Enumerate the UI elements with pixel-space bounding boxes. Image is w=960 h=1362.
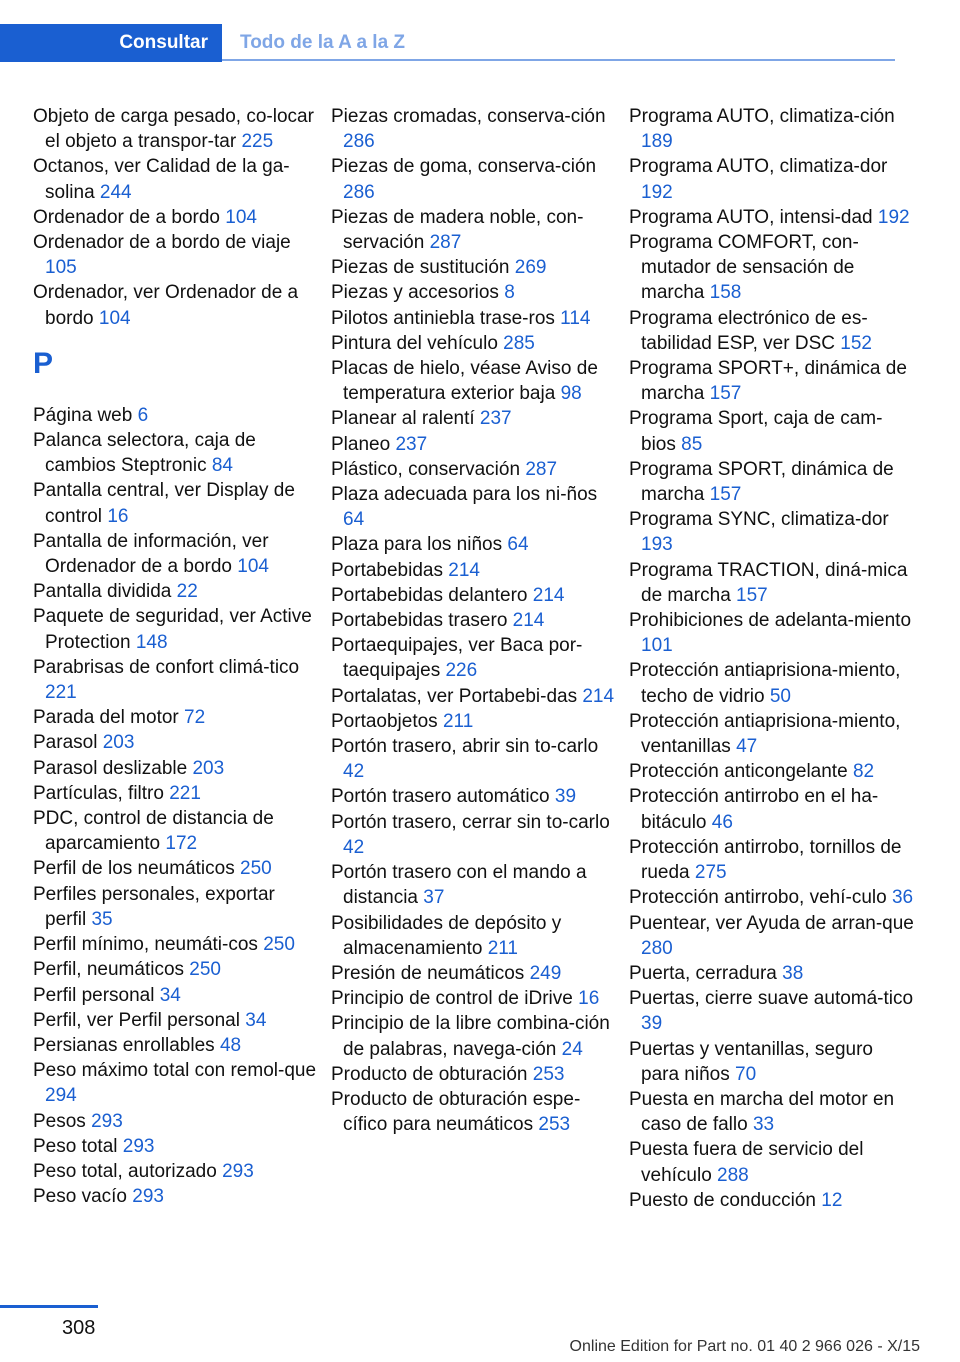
index-entry-text: Octanos, ver Calidad de la ga-solina [33,156,290,203]
page-reference-link[interactable]: 193 [641,534,673,556]
index-entry-text: Portalatas, ver Portabebi-das [331,685,583,707]
page-reference-link[interactable]: 287 [525,458,558,480]
page-reference-link[interactable]: 253 [532,1063,565,1085]
index-entry-text: Planeo [331,433,396,455]
index-entry [331,1087,616,1137]
index-entry [629,1037,914,1087]
index-entry-text: Parada del motor [33,707,185,729]
index-entry [33,1033,318,1058]
index-entry [331,633,616,683]
index-entry-text: Protección antirrobo en el ha-bitáculo [629,786,879,833]
page-reference-link[interactable]: 288 [717,1164,749,1186]
index-entry [33,478,318,528]
page-reference-link[interactable]: 225 [241,131,274,153]
index-entry-text: Protección antiaprisiona-miento, techo de vidrio [629,660,901,707]
index-entry-text: Objeto de carga pesado, co-locar el objeto a transpor-tar [33,106,314,153]
index-entry-text: Programa SPORT+, dinámica de marcha [629,358,907,405]
header-divider [222,59,895,61]
index-entry [629,1137,914,1187]
page-reference-link[interactable]: 98 [560,383,582,405]
page-reference-link[interactable]: 46 [711,811,733,833]
index-entry [331,482,616,532]
page-reference-link[interactable]: 211 [442,710,474,732]
page-reference-link[interactable]: 237 [479,408,512,430]
index-entry [33,1159,318,1184]
index-entry-text: Palanca selectora, caja de cambios Steptronic [33,430,256,477]
index-entry [629,1188,914,1213]
page-reference-link[interactable]: 82 [852,761,875,783]
page-reference-link[interactable]: 226 [445,660,478,682]
index-entry [33,806,318,856]
index-entry-text: Protección antirrobo, vehí-culo [629,887,892,909]
index-entry-text: Peso máximo total con remol-que [33,1060,317,1082]
page-reference-link[interactable]: 293 [132,1186,164,1208]
index-entry [629,406,914,456]
index-entry-text: Portabebidas delantero [331,584,533,606]
index-entry [33,983,318,1008]
page-reference-link[interactable]: 214 [582,685,615,707]
index-entry-text: Peso total [33,1135,123,1157]
index-entry [33,730,318,755]
index-entry-text: Portón trasero automático [331,786,555,808]
page-reference-link[interactable]: 250 [263,934,295,956]
index-entry-text: Perfiles personales, exportar perfil [33,883,275,930]
index-entry-text: Portón trasero, cerrar sin to-carlo [331,811,610,833]
index-entry-text: Pantalla central, ver Display de control [33,480,295,527]
section-letter: P [33,346,54,380]
page-reference-link[interactable]: 101 [641,635,673,657]
index-entry [629,558,914,608]
page-reference-link[interactable]: 104 [98,307,131,329]
page-reference-link[interactable]: 16 [107,505,129,527]
index-entry [33,705,318,730]
index-entry [33,403,318,428]
page-reference-link[interactable]: 24 [561,1038,583,1060]
page-reference-link[interactable]: 221 [45,682,77,704]
index-entry [629,961,914,986]
index-entry [33,1008,318,1033]
index-entry-text: Presión de neumáticos [331,962,530,984]
index-entry [331,104,616,154]
index-entry-text: Protección anticongelante [629,761,853,783]
index-entry-text: Pantalla de información, ver Ordenador de a bordo [33,530,269,578]
page-reference-link[interactable]: 34 [245,1009,267,1031]
page-reference-link[interactable]: 269 [514,257,547,279]
index-entry [33,104,318,154]
page-reference-link[interactable]: 157 [709,484,742,506]
index-entry-text: Perfil, ver Perfil personal [33,1009,246,1031]
index-entry [331,1011,616,1061]
page-reference-link[interactable]: 35 [91,908,113,930]
page-reference-link[interactable]: 214 [512,610,545,632]
index-entry-text: Plaza adecuada para los ni-ños [331,484,598,506]
index-entry-text: Perfil mínimo, neumáti-cos [33,934,264,956]
page-reference-link[interactable]: 293 [91,1110,123,1132]
index-entry [331,986,616,1011]
page-reference-link[interactable]: 293 [122,1135,155,1157]
index-entry-text: Piezas y accesorios [331,282,505,304]
page-reference-link[interactable]: 105 [45,257,77,279]
page-reference-link[interactable]: 39 [554,786,577,808]
index-entry-text: Plástico, conservación [331,458,526,480]
index-entry [629,911,914,961]
page-reference-link[interactable]: 286 [343,181,375,203]
page-reference-link[interactable]: 250 [240,858,272,880]
index-entry-text: Puentear, ver Ayuda de arran-que [629,912,914,934]
page-reference-link[interactable]: 152 [840,332,872,354]
index-entry-text: Peso total, autorizado [33,1160,223,1182]
index-entry [331,911,616,961]
index-entry-text: Piezas de madera noble, con-servación [331,206,584,254]
index-column-2 [331,104,616,1137]
index-entry [331,583,616,608]
index-entry-text: Programa Sport, caja de cam-bios [629,408,883,455]
index-entry-text: Protección antiaprisiona-miento, ventanillas [629,710,901,758]
index-entry-text: Puesta fuera de servicio del vehículo [629,1139,864,1186]
index-column-1 [33,104,318,1209]
page-reference-link[interactable]: 104 [237,556,269,578]
page-reference-link[interactable]: 157 [709,383,742,405]
page-reference-link[interactable]: 192 [641,181,673,203]
page-reference-link[interactable]: 39 [641,1013,663,1035]
index-entry [33,529,318,579]
index-entry [331,532,616,557]
index-entry [33,856,318,881]
index-entry [331,432,616,457]
index-entry-text: Puesto de conducción [629,1189,822,1211]
index-entry-text: Paquete de seguridad, ver Active Protection [33,606,312,653]
index-entry-text: PDC, control de distancia de aparcamiento [33,808,274,855]
page-reference-link[interactable]: 287 [429,232,462,254]
index-entry [33,579,318,604]
index-entry [33,882,318,932]
page-reference-link[interactable]: 37 [423,887,445,909]
index-entry [331,608,616,633]
index-entry [629,356,914,406]
page-reference-link[interactable]: 148 [135,631,168,653]
page-reference-link[interactable]: 42 [343,761,365,783]
page-reference-link[interactable]: 189 [641,131,673,153]
index-entry [629,658,914,708]
index-entry-text: Portón trasero con el mando a distancia [331,862,587,909]
index-entry-text: Posibilidades de depósito y almacenamiento [331,912,562,959]
index-entry-text: Producto de obturación espe-cífico para neumáticos [331,1088,581,1136]
page-reference-link[interactable]: 38 [782,962,804,984]
index-entry [33,280,318,330]
page-reference-link[interactable]: 172 [165,833,198,855]
index-entry [331,306,616,331]
index-entry-text: Persianas enrollables [33,1034,220,1056]
index-entry [331,709,616,734]
page-reference-link[interactable]: 253 [538,1114,571,1136]
page-reference-link[interactable]: 293 [222,1160,254,1182]
index-entry [33,957,318,982]
index-column-3 [629,104,914,1213]
index-entry [629,608,914,658]
index-entry [331,457,616,482]
index-entry [331,860,616,910]
page-reference-link[interactable]: 203 [192,757,225,779]
page-reference-link[interactable]: 286 [343,131,375,153]
page-reference-link[interactable]: 104 [225,206,257,228]
index-entry-text: Pintura del vehículo [331,332,504,354]
index-entry [331,784,616,809]
index-entry [629,230,914,306]
index-entry-text: Protección antirrobo, tornillos de rueda [629,836,902,884]
index-entry-text: Programa SYNC, climatiza-dor [629,509,889,531]
index-entry-text: Pantalla dividida [33,581,177,603]
index-entry-text: Perfil personal [33,984,160,1006]
edition-note: Online Edition for Part no. 01 40 2 966 026 - X/15 [569,1338,920,1355]
page-reference-link[interactable]: 6 [137,404,149,426]
index-entry [331,356,616,406]
index-entry [331,1062,616,1087]
index-entry [33,230,318,280]
index-entry-text: Ordenador, ver Ordenador de a bordo [33,282,299,329]
page-reference-link[interactable]: 214 [532,584,565,606]
index-entry [331,255,616,280]
index-entry-text: Principio de la libre combina-ción de palabras, navega-ción [331,1013,610,1060]
index-entry [629,104,914,154]
index-entry [33,756,318,781]
page-reference-link[interactable]: 47 [736,736,758,758]
index-entry-text: Prohibiciones de adelanta-miento [629,610,912,632]
page-reference-link[interactable]: 84 [211,455,233,477]
tab-consultar[interactable]: Consultar [0,24,222,62]
index-entry-text: Portaequipajes, ver Baca por-taequipajes [331,635,583,682]
index-entry [33,781,318,806]
index-entry-text: Programa TRACTION, diná-mica de marcha [629,559,908,606]
index-entry-text: Perfil, neumáticos [33,959,190,981]
page-reference-link[interactable]: 285 [503,332,535,354]
page-number: 308 [62,1317,96,1339]
page-reference-link[interactable]: 294 [45,1085,77,1107]
index-entry-text: Piezas de goma, conserva-ción [331,156,597,178]
index-entry [33,428,318,478]
page-reference-link[interactable]: 158 [709,282,742,304]
index-entry [629,835,914,885]
index-entry [331,280,616,305]
index-entry [629,1087,914,1137]
page-reference-link[interactable]: 36 [891,887,914,909]
page-reference-link[interactable]: 12 [821,1189,843,1211]
index-entry-text: Piezas cromadas, conserva-ción [331,106,606,127]
index-entry [331,961,616,986]
index-entry-text: Página web [33,404,138,426]
page-reference-link[interactable]: 250 [189,959,221,981]
page-header [0,0,960,62]
index-entry-text: Portaobjetos [331,710,443,732]
index-entry [629,457,914,507]
index-entry [629,507,914,557]
index-entry [33,655,318,705]
index-entry [331,734,616,784]
page-reference-link[interactable]: 33 [752,1114,775,1136]
index-entry-text: Puertas y ventanillas, seguro para niños [629,1038,873,1085]
index-entry [331,331,616,356]
index-entry-text: Ordenador de a bordo [33,206,226,228]
tab-todo-a-z[interactable]: Todo de la A a la Z [240,32,406,53]
index-entry [629,154,914,204]
index-entry-text: Puerta, cerradura [629,962,783,984]
index-entry-text: Peso vacío [33,1186,133,1208]
footer-accent-bar [0,1305,98,1308]
index-entry-text: Perfil de los neumáticos [33,858,240,880]
index-entry-text: Producto de obturación [331,1063,533,1085]
index-entry [629,205,914,230]
page-reference-link[interactable]: 64 [343,509,365,531]
index-entry [33,604,318,654]
page-reference-link[interactable]: 192 [877,206,910,228]
page-reference-link[interactable]: 22 [176,581,198,603]
index-entry [331,406,616,431]
page-reference-link[interactable]: 203 [102,732,135,754]
page-reference-link[interactable]: 85 [681,433,703,455]
index-entry [331,154,616,204]
index-entry-text: Programa AUTO, climatiza-dor [629,156,888,178]
index-entry-text: Programa COMFORT, con-mutador de sensación de marcha [629,232,859,304]
page-reference-link[interactable]: 275 [694,862,727,884]
index-entry [331,810,616,860]
index-entry-text: Puertas, cierre suave automá-tico [629,988,914,1010]
index-entry-text: Portabebidas trasero [331,610,513,632]
index-entry-text: Parasol [33,732,103,754]
index-entry [33,1134,318,1159]
index-entry [331,205,616,255]
page-reference-link[interactable]: 72 [184,707,206,729]
index-entry [629,709,914,759]
page-reference-link[interactable]: 249 [529,962,562,984]
page-reference-link[interactable]: 157 [736,584,768,606]
page-reference-link[interactable]: 16 [578,988,600,1010]
index-entry-text: Programa AUTO, intensi-dad [629,206,878,228]
index-entry [331,558,616,583]
page-reference-link[interactable]: 42 [343,836,365,858]
index-entry-text: Programa electrónico de es-tabilidad ESP, ver DSC [629,307,868,354]
index-entry-text: Pesos [33,1110,92,1132]
index-entry [33,154,318,204]
index-entry [331,684,616,709]
index-entry [33,1058,318,1108]
index-entry [33,932,318,957]
index-entry [629,759,914,784]
index-entry-text: Portón trasero, abrir sin to-carlo [331,736,599,758]
index-entry-text: Principio de control de iDrive [331,988,579,1010]
page-reference-link[interactable]: 221 [169,782,201,804]
index-entry [629,306,914,356]
page-reference-link[interactable]: 50 [769,685,791,707]
page-reference-link[interactable]: 48 [219,1034,242,1056]
index-entry [33,1109,318,1134]
index-entry-text: Programa SPORT, dinámica de marcha [629,458,894,506]
index-entry-text: Pilotos antiniebla trase-ros [331,307,561,329]
index-entry-text: Piezas de sustitución [331,257,515,279]
index-entry-text: Placas de hielo, véase Aviso de temperatura exterior baja [331,358,598,405]
index-entry [33,205,318,230]
index-entry [33,1184,318,1209]
index-entry [629,885,914,910]
index-entry-text: Portabebidas [331,559,449,581]
page-reference-link[interactable]: 114 [560,307,591,329]
page-reference-link[interactable]: 8 [504,282,515,304]
page-reference-link[interactable]: 70 [735,1063,757,1085]
page-reference-link[interactable]: 211 [487,937,518,959]
index-entry-text: Parasol deslizable [33,757,193,779]
index-entry-text: Programa AUTO, climatiza-ción [629,106,895,127]
index-entry-text: Plaza para los niños [331,534,508,556]
index-entry-text: Puesta en marcha del motor en caso de fallo [629,1088,895,1136]
page-reference-link[interactable]: 280 [641,937,673,959]
page-reference-link[interactable]: 244 [99,181,132,203]
index-entry [629,986,914,1036]
page-reference-link[interactable]: 34 [159,984,181,1006]
index-entry-text: Partículas, filtro [33,782,170,804]
index-entry [629,784,914,834]
index-entry-text: Ordenador de a bordo de viaje [33,232,291,254]
page-reference-link[interactable]: 64 [507,534,529,556]
page-reference-link[interactable]: 237 [395,433,428,455]
index-entry-text: Planear al ralentí [331,408,480,430]
index-entry-text: Parabrisas de confort climá-tico [33,656,300,678]
page-reference-link[interactable]: 214 [448,559,480,581]
